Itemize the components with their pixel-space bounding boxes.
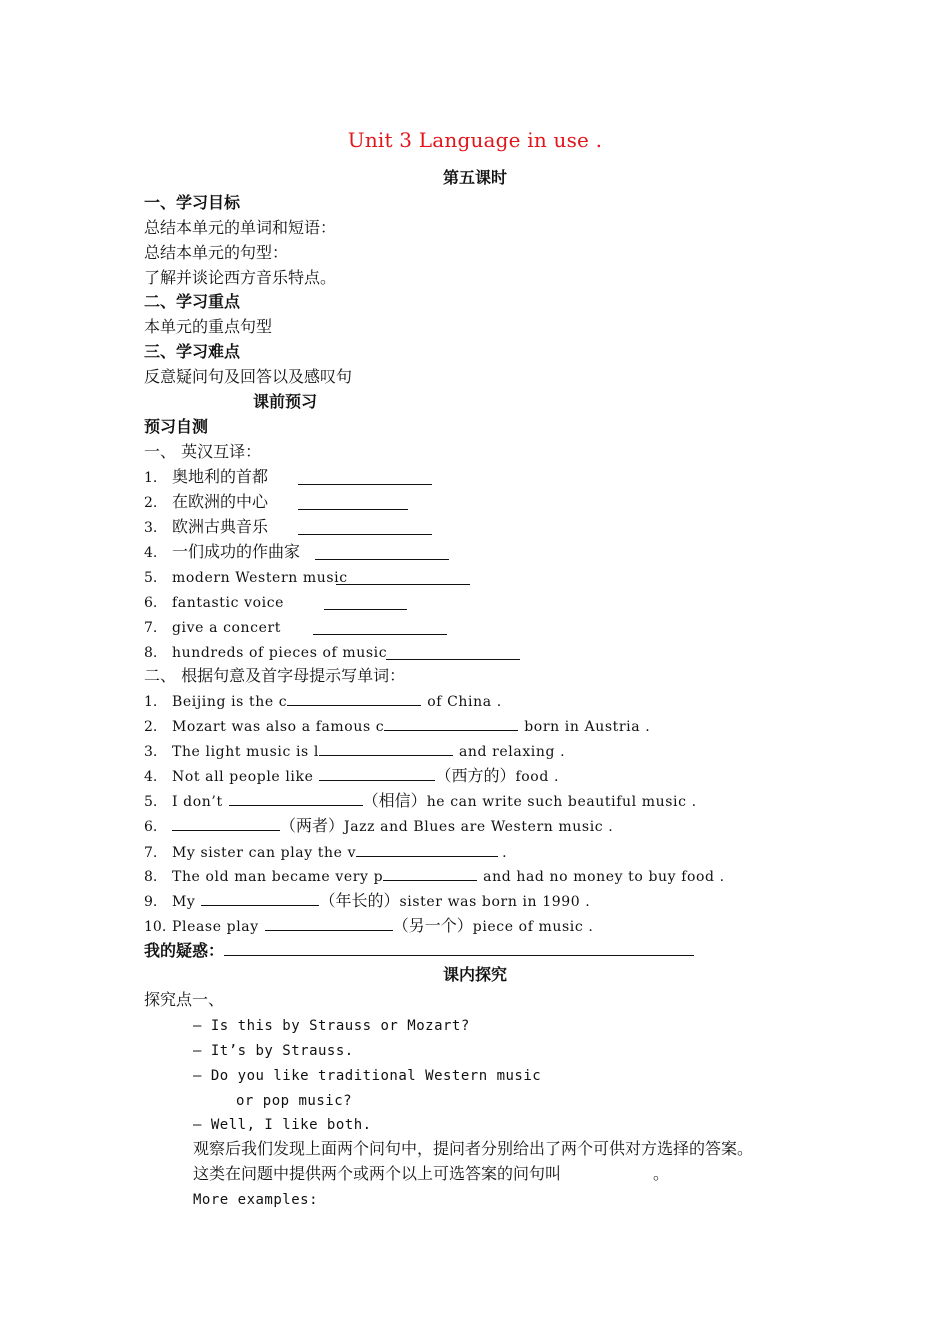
item-number: 3. [144,520,158,536]
fill-item [144,866,725,887]
item-after: food . [515,769,560,785]
item-number: 5. [144,570,158,586]
answer-blank[interactable] [384,716,518,731]
explore-heading: 探究点一、 [144,990,225,1009]
answer-blank[interactable] [315,545,449,560]
item-number: 8. [144,645,158,661]
answer-blank[interactable] [287,691,421,706]
goals-heading: 一、学习目标 [144,193,241,212]
observation-text [193,1164,669,1184]
doubts-blank[interactable] [224,941,694,956]
item-before: Mozart was also a famous c [172,719,385,735]
item-before: The light music is l [172,744,319,760]
fill-item [144,891,590,912]
item-number: 8. [144,869,158,885]
item-before: Please play [172,919,259,935]
page-title: Unit 3 Language in use . [347,128,603,152]
translate-item [144,467,268,488]
item-after: . [502,845,508,861]
selftest-heading: 预习自测 [144,417,209,436]
answer-blank[interactable] [324,595,407,610]
answer-blank[interactable] [386,645,520,660]
answer-blank[interactable] [319,766,435,781]
dialogue-line: or pop music? [236,1093,353,1109]
item-before: The old man became very p [172,869,384,885]
fill-item [144,842,507,863]
item-after: and relaxing . [458,744,566,760]
dialogue-line: — Do you like traditional Western music [193,1068,542,1084]
translate-item [144,592,284,613]
dialogue-line: — Well, I like both. [193,1117,372,1133]
goal-item: 总结本单元的单词和短语： [144,218,337,237]
item-text: hundreds of pieces of music [172,645,388,661]
dialogue-line: — It’s by Strauss. [193,1043,354,1059]
answer-blank[interactable] [319,741,453,756]
item-text: 欧洲古典音乐 [172,517,269,536]
fill-item [144,741,565,762]
preview-heading: 课前预习 [253,392,318,411]
item-before: My sister can play the v [172,845,357,861]
answer-blank[interactable] [298,520,432,535]
item-text: 在欧洲的中心 [172,492,269,511]
item-text: 一们成功的作曲家 [172,542,301,561]
difficulty-text: 反意疑问句及回答以及感叹句 [144,367,353,386]
goal-item: 了解并谈论西方音乐特点。 [144,268,337,287]
item-number: 9. [144,894,158,910]
answer-blank[interactable] [265,916,393,931]
fill-item [144,816,613,837]
item-hint: （两者） [280,816,345,835]
item-hint: （年长的） [319,891,400,910]
translate-item [144,642,387,663]
observation-text-end: 。 [653,1164,670,1183]
item-hint: （相信） [362,791,427,810]
dialogue-line: — Is this by Strauss or Mozart? [193,1018,470,1034]
item-number: 7. [144,845,158,861]
item-number: 2. [144,495,158,511]
item-hint: （另一个） [392,916,473,935]
focus-text: 本单元的重点句型 [144,317,273,336]
item-text: modern Western music [172,570,348,586]
answer-blank[interactable] [172,816,280,831]
item-number: 2. [144,719,158,735]
item-number: 10. [144,919,167,935]
answer-blank[interactable] [336,570,470,585]
focus-heading: 二、学习重点 [144,292,241,311]
item-number: 6. [144,819,158,835]
item-number: 4. [144,545,158,561]
item-number: 5. [144,794,158,810]
item-text: 奥地利的首都 [172,467,269,486]
item-before: I don’t [172,794,223,810]
difficulty-heading: 三、学习难点 [144,342,241,361]
answer-blank[interactable] [313,620,447,635]
item-number: 3. [144,744,158,760]
item-before: Not all people like [172,769,314,785]
goal-item: 总结本单元的句型： [144,243,289,262]
fill-item [144,766,559,787]
item-after: sister was born in 1990 . [399,894,591,910]
answer-blank[interactable] [298,495,408,510]
item-after: piece of music . [472,919,594,935]
observation-text-start: 这类在问题中提供两个或两个以上可选答案的问句叫 [193,1164,562,1183]
item-number: 1. [144,694,158,710]
item-before: Beijing is the c [172,694,288,710]
answer-blank[interactable] [383,866,477,881]
answer-blank[interactable] [298,470,432,485]
item-after: of China . [427,694,502,710]
item-after: born in Austria . [524,719,651,735]
translate-item [144,492,268,513]
item-hint: （西方的） [435,766,516,785]
item-number: 1. [144,470,158,486]
answer-blank[interactable] [201,891,319,906]
class-heading: 课内探究 [442,965,507,984]
translate-item [144,567,348,588]
fill-item [144,916,593,937]
item-before: My [172,894,196,910]
translate-item [144,617,281,638]
fill-item [144,691,502,712]
more-examples-label: More examples: [193,1192,319,1208]
fill-item [144,716,650,737]
doubts-row [144,941,694,961]
item-number: 4. [144,769,158,785]
item-after: he can write such beautiful music . [426,794,697,810]
item-text: give a concert [172,620,282,636]
lesson-label: 第五课时 [442,168,507,187]
item-text: fantastic voice [172,595,285,611]
translate-item [144,542,300,563]
fill-item [144,791,697,812]
item-number: 7. [144,620,158,636]
translate-item [144,517,268,538]
item-after: Jazz and Blues are Western music . [344,819,614,835]
item-after: and had no money to buy food . [483,869,725,885]
answer-blank[interactable] [229,791,363,806]
doubts-label: 我的疑惑： [144,941,225,960]
part1-heading: 一、 英汉互译： [144,442,262,461]
observation-text: 观察后我们发现上面两个问句中，提问者分别给出了两个可供对方选择的答案。 [193,1139,754,1158]
item-number: 6. [144,595,158,611]
part2-heading: 二、 根据句意及首字母提示写单词： [144,666,406,685]
answer-blank[interactable] [356,842,498,857]
